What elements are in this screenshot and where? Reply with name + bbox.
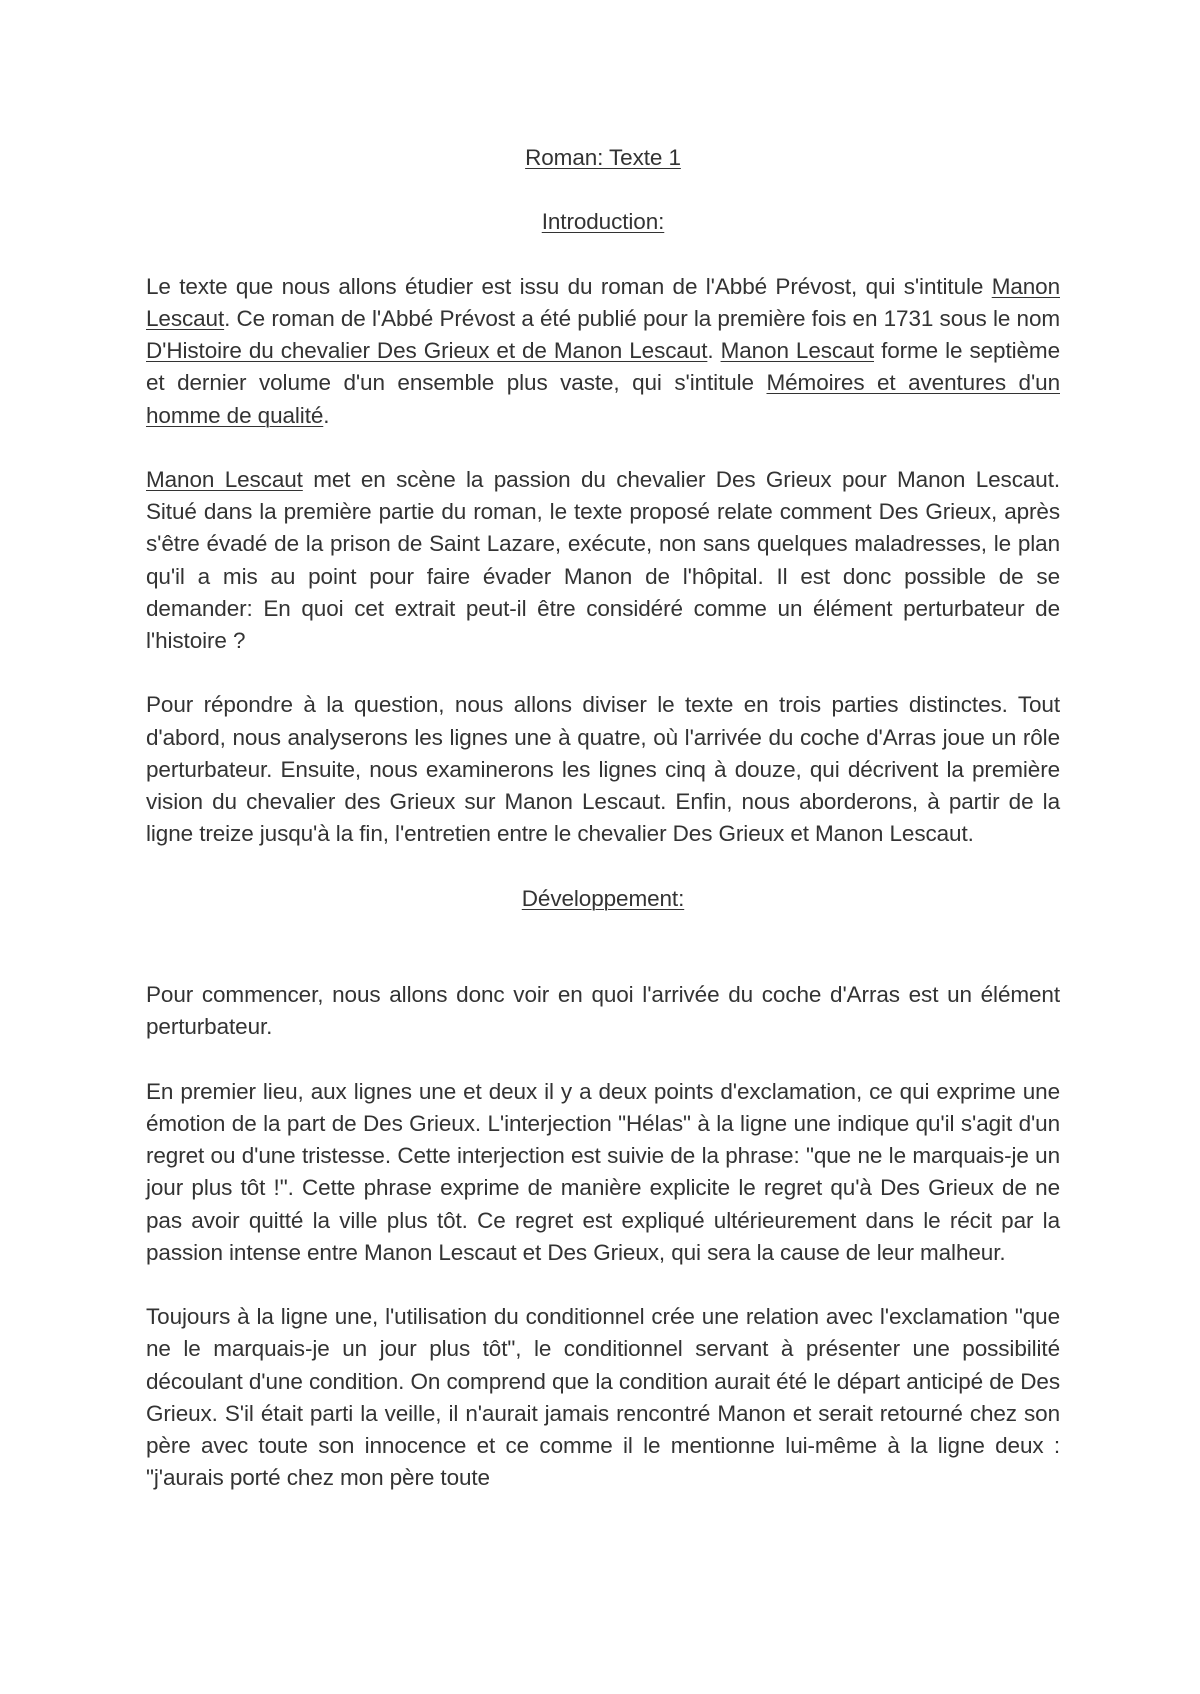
text-run: met en scène la passion du chevalier Des Grieux pour Manon Lescaut. Situé dans la première partie du roman, le texte proposé relate comment Des Grieux, après s'être évadé de la prison de Saint Lazare, exécute, non sans quelques maladresses, le plan qu'il a mis au point pour faire évader Manon de l'hôpital. Il est donc possible de se demander: En quoi cet extrait peut-il être considéré comme un élément perturbateur de l'histoire ? xyxy=(146,466,1060,653)
text-run: . xyxy=(323,402,330,428)
introduction-paragraph-3: Pour répondre à la question, nous allons diviser le texte en trois parties distinctes. Tout d'abord, nous analyserons les lignes une à quatre, où l'arrivée du coche d'Arras joue un rôle perturbateur. Ensuite, nous examinerons les lignes cinq à douze, qui décrivent la première vision du chevalier des Grieux sur Manon Lescaut. Enfin, nous aborderons, à partir de la ligne treize jusqu'à la fin, l'entretien entre le chevalier Des Grieux et Manon Lescaut. xyxy=(146,692,1060,847)
document-title: Roman: Texte 1 xyxy=(525,145,681,170)
development-heading: Développement: xyxy=(521,885,685,911)
work-title: D'Histoire du chevalier Des Grieux et de Manon Lescaut xyxy=(146,338,708,364)
work-title: Manon Lescaut xyxy=(146,466,303,492)
introduction-paragraph-1 xyxy=(146,271,1060,432)
work-title: Manon Lescaut xyxy=(720,338,875,364)
text-run: forme le septième et dernier volume d'un ensemble plus vaste, qui s'intitule xyxy=(146,338,1060,396)
work-title: Mémoires et aventures d'un homme de qualité xyxy=(146,370,1060,428)
development-paragraph-1: Pour commencer, nous allons donc voir en quoi l'arrivée du coche d'Arras est un élément perturbateur. xyxy=(146,982,1060,1040)
document-page xyxy=(146,142,1060,1494)
work-title: Manon Lescaut xyxy=(146,273,1060,331)
development-paragraph-3: Toujours à la ligne une, l'utilisation du conditionnel crée une relation avec l'exclamation "que ne le marquais-je un jour plus tôt", le conditionnel servant à présenter une possibilité découlant d'une condition. On comprend que la condition aurait été le départ anticipé de Des Grieux. S'il était parti la veille, il n'aurait jamais rencontré Manon et serait retourné chez son père avec toute son innocence et ce comme il le mentionne lui-même à la ligne deux : "j'aurais porté chez mon père toute xyxy=(146,1304,1060,1491)
text-run: . xyxy=(707,338,721,364)
introduction-heading: Introduction: xyxy=(541,209,665,235)
development-paragraph-2: En premier lieu, aux lignes une et deux il y a deux points d'exclamation, ce qui exprime une émotion de la part de Des Grieux. L'interjection "Hélas" à la ligne une indique qu'il s'agit d'un regret ou d'une tristesse. Cette interjection est suivie de la phrase: "que ne le marquais-je un jour plus tôt !". Cette phrase exprime de manière explicite le regret qu'à Des Grieux de ne pas avoir quitté la ville plus tôt. Ce regret est expliqué ultérieurement dans le récit par la passion intense entre Manon Lescaut et Des Grieux, qui sera la cause de leur malheur. xyxy=(146,1078,1060,1265)
introduction-paragraph-2 xyxy=(146,464,1060,657)
text-run: . Ce roman de l'Abbé Prévost a été publié pour la première fois en 1731 sous le nom xyxy=(224,305,1060,331)
text-run: Le texte que nous allons étudier est issu du roman de l'Abbé Prévost, qui s'intitule xyxy=(146,273,992,299)
